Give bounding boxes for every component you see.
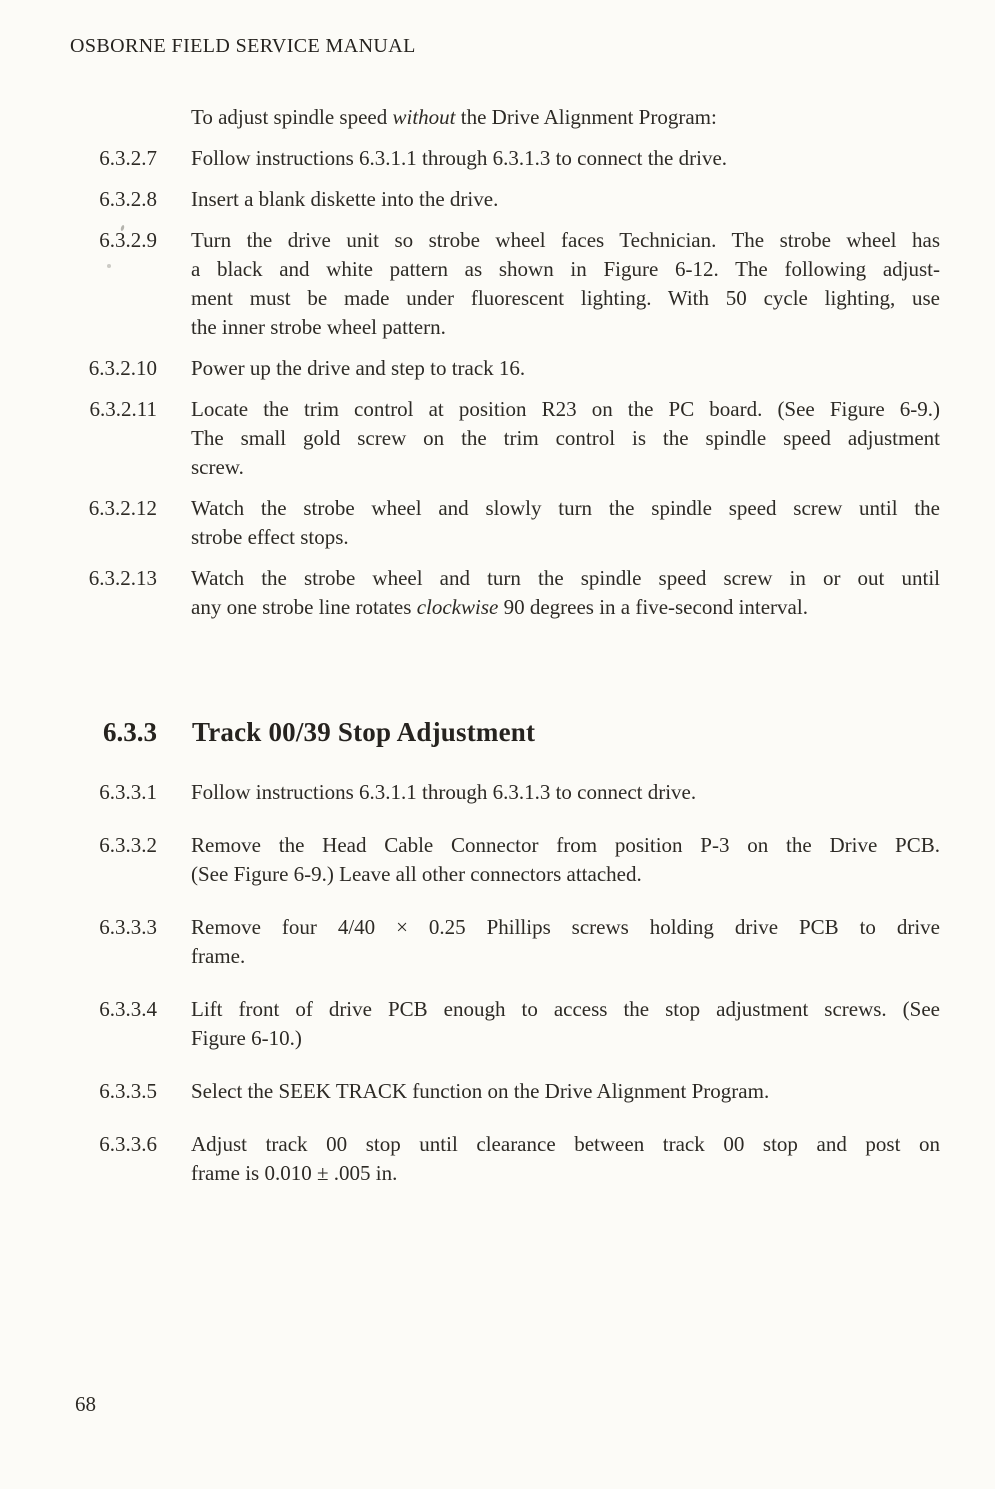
step-text-line: Watch the strobe wheel and turn the spindle speed screw in or out until (191, 566, 940, 590)
step-text-line: strobe effect stops. (191, 525, 349, 549)
procedure-list-6-3-3 (0, 778, 995, 1188)
step-text-line: Follow instructions 6.3.1.1 through 6.3.1.3 to connect the drive. (191, 146, 728, 170)
step-text-line: frame. (191, 944, 246, 968)
step-number: 6.3.3.3 (99, 915, 157, 939)
step-text-line: Adjust track 00 stop until clearance between track 00 stop and post on (191, 1132, 940, 1156)
step-text-line: Figure 6-10.) (191, 1026, 302, 1050)
step-text-line: frame is 0.010 ± .005 in. (191, 1161, 398, 1185)
step-number: 6.3.3.1 (99, 780, 157, 804)
step-text (191, 1130, 940, 1188)
procedure-step (0, 185, 995, 214)
step-text-line: Power up the drive and step to track 16. (191, 356, 526, 380)
procedure-step (0, 1130, 995, 1188)
step-number: 6.3.2.8 (99, 187, 157, 211)
step-text-line: Insert a blank diskette into the drive. (191, 187, 499, 211)
procedure-step (0, 913, 995, 971)
step-number: 6.3.3.2 (99, 833, 157, 857)
procedure-step (0, 995, 995, 1053)
step-text (191, 185, 940, 214)
procedure-step (0, 144, 995, 173)
section-title: Track 00/39 Stop Adjustment (192, 717, 536, 747)
step-number: 6.3.2.13 (88, 566, 157, 590)
step-text (191, 995, 940, 1053)
step-text-line: (See Figure 6-9.) Leave all other connectors attached. (191, 862, 642, 886)
step-number: 6.3.3.6 (99, 1132, 157, 1156)
procedure-step (0, 226, 995, 342)
step-text (191, 354, 940, 383)
step-text (191, 913, 940, 971)
step-text-line: The small gold screw on the trim control is the spindle speed adjustment (191, 426, 940, 450)
procedure-list-6-3-2 (0, 144, 995, 622)
procedure-step (0, 778, 995, 807)
page-number: 68 (75, 1392, 96, 1416)
section-heading (0, 715, 995, 749)
procedure-step (0, 1077, 995, 1106)
procedure-step (0, 354, 995, 383)
step-text (191, 494, 940, 552)
step-text (191, 395, 940, 482)
step-text-line: a black and white pattern as shown in Figure 6-12. The following adjust- (191, 257, 940, 281)
step-text-line: Locate the trim control at position R23 on the PC board. (See Figure 6-9.) (191, 397, 940, 421)
intro-line: To adjust spindle speed without the Drive Alignment Program: (191, 105, 717, 129)
step-text-line: Select the SEEK TRACK function on the Drive Alignment Program. (191, 1079, 770, 1103)
section-number: 6.3.3 (103, 717, 157, 747)
step-text-line: Lift front of drive PCB enough to access the stop adjustment screws. (See (191, 997, 940, 1021)
step-number: 6.3.2.12 (88, 496, 157, 520)
step-number: 6.3.2.7 (99, 146, 157, 170)
step-text (191, 778, 940, 807)
procedure-step (0, 395, 995, 482)
step-text-line: any one strobe line rotates clockwise 90 degrees in a five-second interval. (191, 595, 808, 619)
running-header: OSBORNE FIELD SERVICE MANUAL (70, 35, 416, 57)
procedure-step (0, 831, 995, 889)
step-text (191, 1077, 940, 1106)
step-number: 6.3.3.5 (99, 1079, 157, 1103)
step-number: 6.3.2.10 (88, 356, 157, 380)
step-text (191, 144, 940, 173)
step-number: 6.3.3.4 (99, 997, 157, 1021)
step-text-line: Turn the drive unit so strobe wheel faces Technician. The strobe wheel has (191, 228, 940, 252)
step-text-line: Follow instructions 6.3.1.1 through 6.3.1.3 to connect drive. (191, 780, 697, 804)
step-text (191, 226, 940, 342)
step-text-line: ment must be made under fluorescent lighting. With 50 cycle lighting, use (191, 286, 940, 310)
procedure-step (0, 564, 995, 622)
step-number: 6.3.2.9 (99, 228, 157, 252)
step-text-line: screw. (191, 455, 244, 479)
procedure-step (0, 494, 995, 552)
step-text (191, 564, 940, 622)
scan-artifact (107, 264, 111, 268)
step-text-line: the inner strobe wheel pattern. (191, 315, 446, 339)
step-number: 6.3.2.11 (89, 397, 157, 421)
step-text-line: Watch the strobe wheel and slowly turn the spindle speed screw until the (191, 496, 940, 520)
step-text (191, 831, 940, 889)
step-text-line: Remove the Head Cable Connector from position P-3 on the Drive PCB. (191, 833, 940, 857)
step-text-line: Remove four 4/40 × 0.25 Phillips screws holding drive PCB to drive (191, 915, 940, 939)
